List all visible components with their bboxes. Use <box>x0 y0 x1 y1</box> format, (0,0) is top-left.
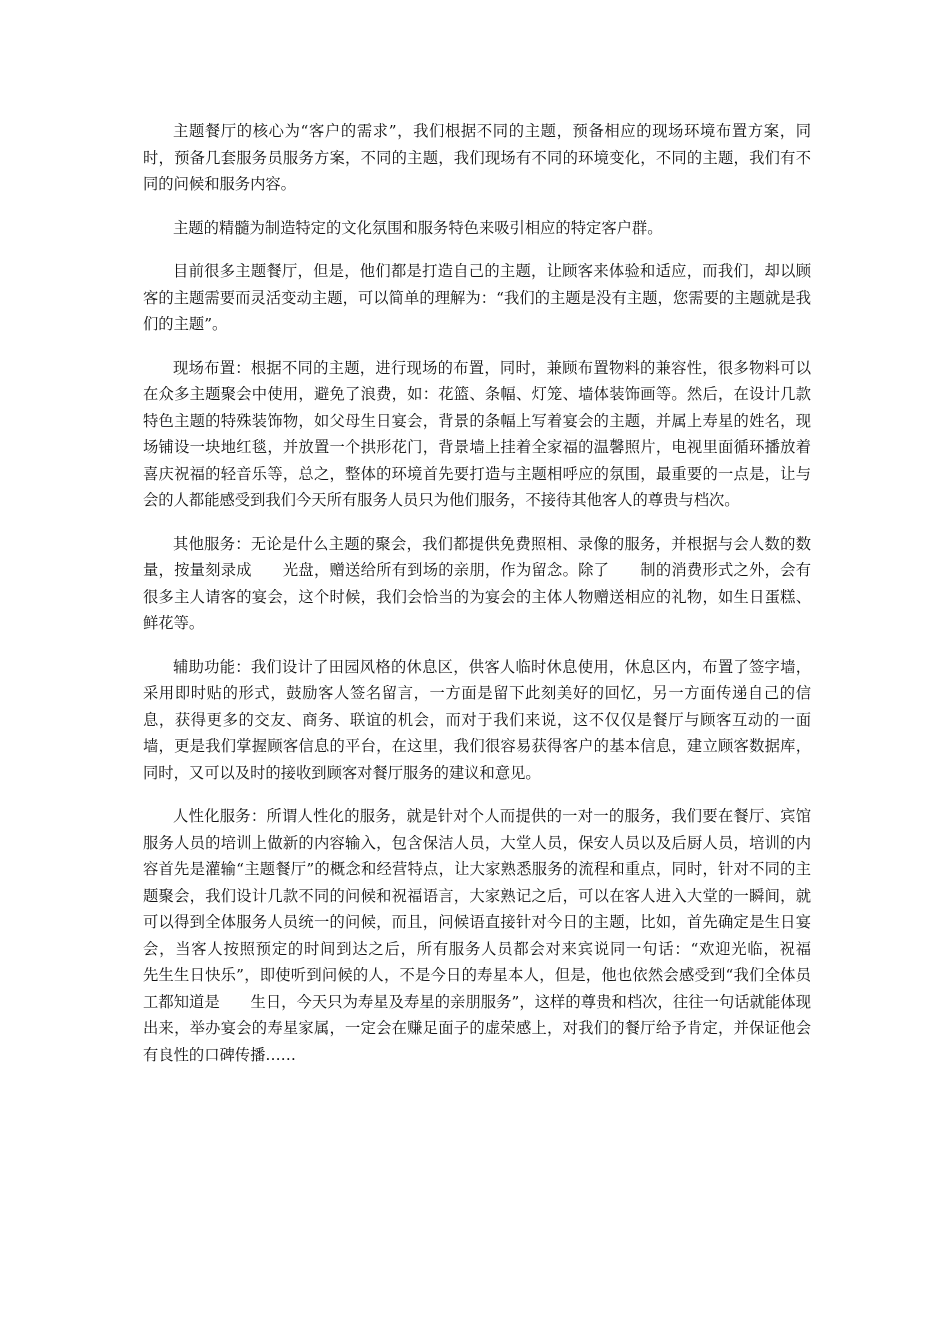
paragraph-other-services: 其他服务：无论是什么主题的聚会，我们都提供免费照相、录像的服务，并根据与会人数的数量，按量刻录成 光盘，赠送给所有到场的亲朋，作为留念。除了 制的消费形式之外，会有很多主人请客的宴会，这个时候，我们会恰当的为宴会的主体人物赠送相应的礼物，如生日蛋糕、鲜花等。 <box>143 534 811 632</box>
paragraph-flexible-theme: 目前很多主题餐厅，但是，他们都是打造自己的主题，让顾客来体验和适应，而我们，却以顾客的主题需要而灵活变动主题，可以简单的理解为：“我们的主题是没有主题，您需要的主题就是我们的主题”。 <box>143 262 811 333</box>
paragraph-core-concept: 主题餐厅的核心为“客户的需求”，我们根据不同的主题，预备相应的现场环境布置方案，同时，预备几套服务员服务方案，不同的主题，我们现场有不同的环境变化，不同的主题，我们有不同的问候和服务内容。 <box>143 122 811 193</box>
paragraph-theme-essence: 主题的精髓为制造特定的文化氛围和服务特色来吸引相应的特定客户群。 <box>173 218 663 237</box>
document-body <box>143 118 842 1085</box>
paragraph-auxiliary-functions: 辅助功能：我们设计了田园风格的休息区，供客人临时休息使用，休息区内，布置了签字墙，采用即时贴的形式，鼓励客人签名留言，一方面是留下此刻美好的回忆，另一方面传递自己的信息，获得更多的交友、商务、联谊的机会，而对于我们来说，这不仅仅是餐厅与顾客互动的一面墙，更是我们掌握顾客信息的平台，在这里，我们很容易获得客户的基本信息，建立顾客数据库，同时，又可以及时的接收到顾客对餐厅服务的建议和意见。 <box>143 657 811 782</box>
paragraph-personalized-service: 人性化服务：所谓人性化的服务，就是针对个人而提供的一对一的服务，我们要在餐厅、宾馆服务人员的培训上做新的内容输入，包含保洁人员，大堂人员，保安人员以及后厨人员，培训的内容首先是灌输“主题餐厅”的概念和经营特点，让大家熟悉服务的流程和重点，同时，针对不同的主题聚会，我们设计几款不同的问候和祝福语言，大家熟记之后，可以在客人进入大堂的一瞬间，就可以得到全体服务人员统一的问候，而且，问候语直接针对今日的主题，比如，首先确定是生日宴会，当客人按照预定的时间到达之后，所有服务人员都会对来宾说同一句话：“欢迎光临，祝福 先生生日快乐”，即使听到问候的人，不是今日的寿星本人，但是，他也依然会感受到“我们全体员工都知道是 生日，今天只为寿星及寿星的亲朋服务”，这样的尊贵和档次，往往一句话就能体现出来，举办宴会的寿星家属，一定会在赚足面子的虚荣感上，对我们的餐厅给予肯定，并保证他会有良性的口碑传播…… <box>143 807 842 1064</box>
paragraph-venue-layout: 现场布置：根据不同的主题，进行现场的布置，同时，兼顾布置物料的兼容性，很多物料可以在众多主题聚会中使用，避免了浪费，如：花篮、条幅、灯笼、墙体装饰画等。然后，在设计几款特色主题的特殊装饰物，如父母生日宴会，背景的条幅上写着宴会的主题，并属上寿星的姓名，现场铺设一块地红毯，并放置一个拱形花门，背景墙上挂着全家福的温馨照片，电视里面循环播放着喜庆祝福的轻音乐等，总之，整体的环境首先要打造与主题相呼应的氛围，最重要的一点是，让与会的人都能感受到我们今天所有服务人员只为他们服务，不接待其他客人的尊贵与档次。 <box>143 358 811 509</box>
